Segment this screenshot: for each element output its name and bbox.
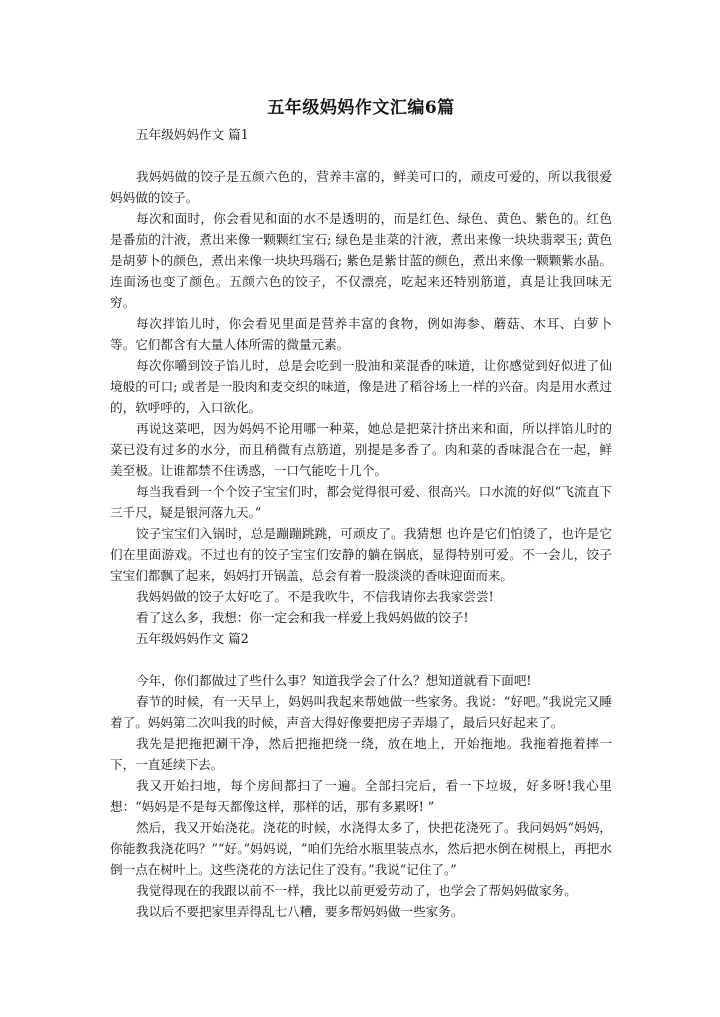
paragraph: 每次拌馅儿时，你会看见里面是营养丰富的食物，例如海参、蘑菇、木耳、白萝卜等。它们都含有大量人体所需的微量元素。	[110, 316, 612, 352]
paragraph: 看了这么多，我想：你一定会和我一样爱上我妈妈做的饺子!	[136, 610, 469, 625]
paragraph: 今年，你们都做过了些什么事？知道我学会了什么？想知道就看下面吧!	[136, 673, 532, 688]
paragraph: 然后，我又开始浇花。浇花的时候，水浇得太多了，快把花浇死了。我问妈妈“妈妈，你能教我浇花吗？”“好。”妈妈说，“咱们先给水瓶里装点水，然后把水倒在树根上，再把水倒一点在树叶上。这些浇花的方法记住了没有。”我说“记住了。”	[110, 820, 612, 877]
section-gap	[110, 145, 612, 166]
document-title: 五年级妈妈作文汇编6篇	[267, 98, 455, 118]
paragraph: 我妈妈做的饺子太好吃了。不是我吹牛，不信我请你去我家尝尝!	[136, 589, 494, 604]
paragraph: 我以后不要把家里弄得乱七八糟，要多帮妈妈做一些家务。	[136, 904, 464, 919]
document-page	[110, 96, 612, 922]
paragraph: 饺子宝宝们入锅时，总是蹦蹦跳跳，可顽皮了。我猜想 也许是它们怕烫了，也许是它们在里面游戏。不过也有的饺子宝宝们安静的躺在锅底，显得特别可爱。不一会儿，饺子宝宝们都飘了起来，妈妈打开锅盖，总会有着一股淡淡的香味迎面而来。	[110, 526, 612, 583]
paragraph: 春节的时候，有一天早上，妈妈叫我起来帮她做一些家务。我说：“好吧。”我说完又睡着了。妈妈第二次叫我的时候，声音大得好像要把房子弄塌了，最后只好起来了。	[110, 694, 612, 730]
paragraph: 每次和面时，你会看见和面的水不是透明的，而是红色、绿色、黄色、紫色的。红色是番茄的汁液，煮出来像一颗颗红宝石; 绿色是韭菜的汁液，煮出来像一块块翡翠玉; 黄色是胡萝卜的颜色，煮出来像一块块玛瑙石; 紫色是紫甘蓝的颜色，煮出来像一颗颗紫水晶。连面汤也变了颜色。五颜六色的饺子，不仅漂亮，吃起来还特别筋道，真是让我回味无穷。	[110, 211, 612, 310]
section-heading-1: 五年级妈妈作文 篇1	[136, 127, 249, 142]
paragraph: 每当我看到一个个饺子宝宝们时，都会觉得很可爱、很高兴。口水流的好似“飞流直下三千尺，疑是银河落九天。”	[110, 484, 612, 520]
paragraph: 我觉得现在的我跟以前不一样，我比以前更爱劳动了，也学会了帮妈妈做家务。	[136, 883, 577, 898]
paragraph: 我妈妈做的饺子是五颜六色的，营养丰富的，鲜美可口的，顽皮可爱的，所以我很爱妈妈做的饺子。	[110, 169, 612, 205]
section-heading-2: 五年级妈妈作文 篇2	[136, 631, 249, 646]
paragraph: 我先是把拖把涮干净，然后把拖把绕一绕，放在地上，开始拖地。我拖着拖着摔一下，一直延续下去。	[110, 736, 612, 772]
paragraph: 每次你嚼到饺子馅儿时，总是会吃到一股油和菜混香的味道，让你感觉到好似进了仙境般的可口; 或者是一股肉和麦交织的味道，像是进了稻谷场上一样的兴奋。肉是用水煮过的，软呼呼的，入口欲化。	[110, 358, 612, 415]
paragraph: 再说这菜吧，因为妈妈不论用哪一种菜，她总是把菜汁挤出来和面，所以拌馅儿时的菜已没有过多的水分，而且稍微有点筋道，别提是多香了。肉和菜的香味混合在一起，鲜美至极。让谁都禁不住诱惑，一口气能吃十几个。	[110, 421, 612, 478]
section-gap	[110, 649, 612, 670]
paragraph: 我又开始扫地，每个房间都扫了一遍。全部扫完后，看一下垃圾，好多呀!我心里想：“妈妈是不是每天都像这样，那样的话，那有多累呀! ”	[110, 778, 612, 814]
